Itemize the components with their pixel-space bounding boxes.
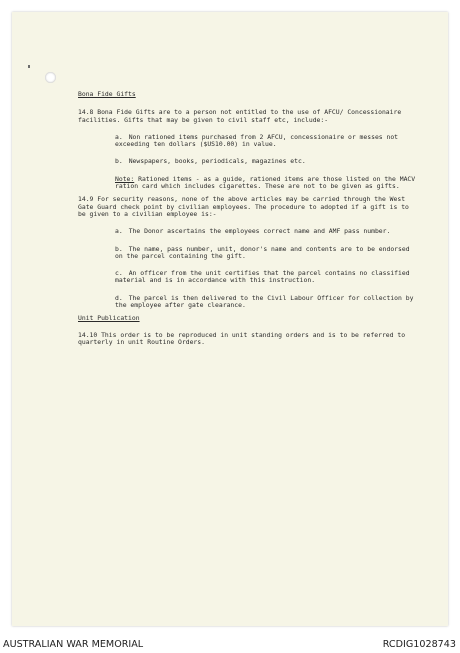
- item-letter: a.: [115, 227, 123, 236]
- item-14-8-b: [78, 158, 416, 165]
- archive-footer: [0, 635, 460, 653]
- paper-mark: [28, 65, 30, 68]
- item-14-9-c: [78, 270, 416, 285]
- item-14-8-a: [78, 134, 416, 149]
- item-letter: a.: [115, 132, 123, 141]
- section-heading-bona-fide-gifts: Bona Fide Gifts: [78, 90, 136, 98]
- item-text: An officer from the unit certifies that the parcel contains no classified material and is in accordance with this instruction.: [115, 269, 410, 285]
- item-text: The name, pass number, unit, donor's name and contents are to be endorsed on the parcel containing the gift.: [115, 244, 410, 260]
- item-14-9-d: [78, 295, 416, 310]
- punch-hole: [45, 72, 56, 83]
- item-14-9-b: [78, 246, 416, 261]
- paragraph-14-10: 14.10 This order is to be reproduced in unit standing orders and is to be referred to quarterly in unit Routine Orders.: [78, 330, 406, 346]
- note-paragraph: [78, 176, 416, 191]
- item-14-9-a: [78, 228, 416, 235]
- item-text: Newspapers, books, periodicals, magazines etc.: [128, 157, 306, 166]
- note-text: Rationed items - as a guide, rationed items are those listed on the MACV ration card which includes cigarettes. These are not to be given as gifts.: [115, 174, 416, 191]
- item-letter: d.: [115, 293, 123, 302]
- item-letter: c.: [115, 269, 123, 278]
- note-label: Note:: [115, 174, 135, 183]
- item-text: Non rationed items purchased from 2 AFCU, concessionaire or messes not exceeding ten dollars ($US10.00) in value.: [115, 132, 399, 149]
- item-text: The parcel is then delivered to the Civil Labour Officer for collection by the employee after gate clearance.: [115, 293, 414, 310]
- item-text: The Donor ascertains the employees correct name and AMF pass number.: [128, 227, 391, 236]
- item-letter: b.: [115, 157, 123, 166]
- paragraph-14-9: 14.9 For security reasons, none of the above articles may be carried through the West Gate Guard check point by civilian employees. The procedure to adopted if a gift is to be given to a civilian employee is:-: [78, 195, 409, 218]
- section-heading-unit-publication: Unit Publication: [78, 314, 140, 323]
- item-letter: b.: [115, 244, 123, 253]
- paragraph-14-8: 14.8 Bona Fide Gifts are to a person not entitled to the use of AFCU/ Concessionaire facilities. Gifts that may be given to civil staff etc, include:-: [78, 108, 402, 124]
- footer-source-label: AUSTRALIAN WAR MEMORIAL: [3, 638, 144, 650]
- footer-record-id: RCDIG1028743: [382, 638, 456, 650]
- document-body: [78, 91, 416, 356]
